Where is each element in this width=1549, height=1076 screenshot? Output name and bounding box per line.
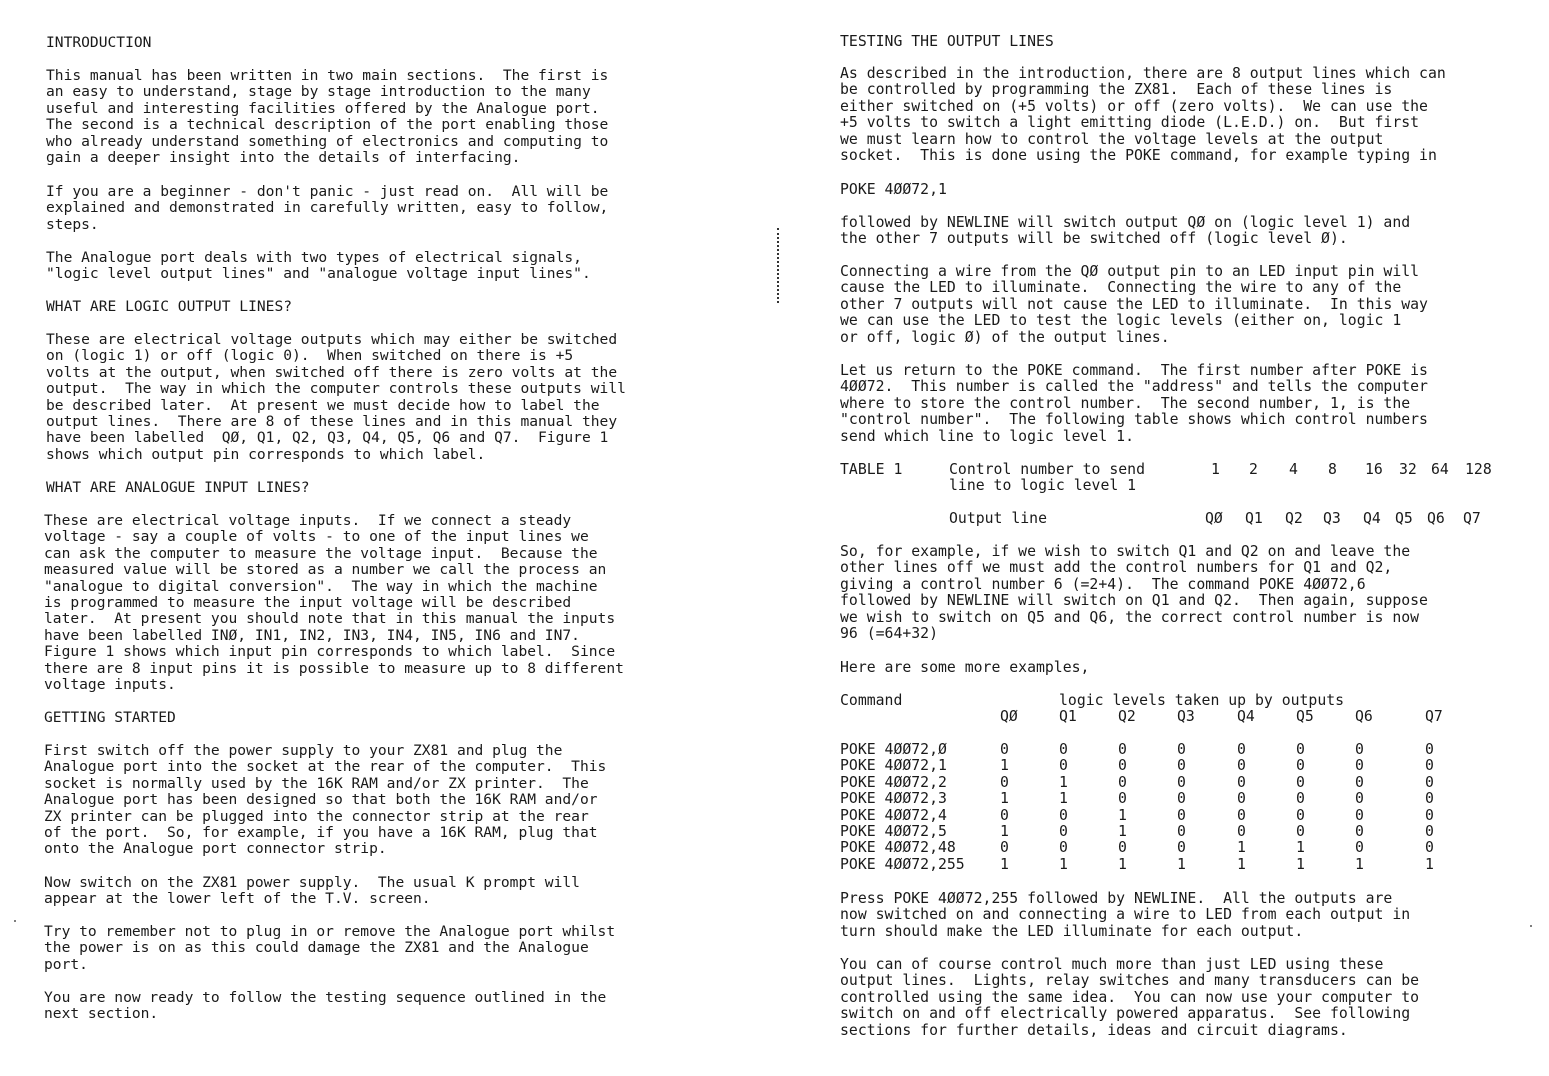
examples-row-level: 1	[1355, 855, 1364, 873]
text-line: later. At present you should note that in this manual the inputs	[44, 610, 616, 628]
examples-row-level: 0	[1296, 823, 1305, 840]
table-1-output-line: Q5	[1395, 510, 1413, 527]
text-line: These are electrical voltage inputs. If we connect a steady	[44, 512, 572, 529]
examples-row-command: POKE 4ØØ72,255	[840, 855, 965, 873]
text-line: next section.	[44, 1005, 159, 1023]
table-1-control-number: 1	[1211, 461, 1220, 478]
text-line: Let us return to the POKE command. The first number after POKE is	[840, 362, 1428, 379]
examples-row-command: POKE 4ØØ72,2	[840, 773, 947, 791]
table-1-control-label: Control number to send	[949, 461, 1145, 478]
examples-row-level: 1	[1059, 790, 1068, 808]
text-line: As described in the introduction, there are 8 output lines which can	[840, 65, 1446, 82]
examples-row-level: 0	[1425, 741, 1434, 758]
text-line: be described later. At present we must decide how to label the	[46, 396, 600, 414]
examples-column-header: Q2	[1118, 708, 1136, 725]
text-line: we must learn how to control the voltage levels at the output	[840, 130, 1384, 148]
text-line: 96 (=64+32)	[840, 625, 938, 642]
poke-example-line: POKE 4ØØ72,1	[840, 181, 947, 198]
text-line: useful and interesting facilities offered by the Analogue port.	[46, 99, 600, 117]
examples-row-level: 1	[1000, 790, 1009, 808]
text-line: is programmed to measure the input voltage will be described	[44, 594, 572, 611]
examples-row-level: 0	[1355, 773, 1364, 791]
examples-row-level: 1	[1000, 823, 1009, 840]
examples-row-level: 1	[1296, 855, 1305, 873]
examples-row-level: 0	[1177, 757, 1186, 775]
examples-row-level: 0	[1000, 806, 1009, 824]
table-1-control-number: 8	[1328, 461, 1337, 478]
table-1-control-number: 64	[1431, 461, 1449, 478]
examples-row-command: POKE 4ØØ72,Ø	[840, 741, 947, 758]
text-line: voltage - say a couple of volts - to one of the input lines we	[44, 528, 589, 546]
text-line: This manual has been written in two main sections. The first is	[46, 67, 609, 84]
examples-row-level: 1	[1000, 855, 1009, 873]
examples-row-command: POKE 4ØØ72,1	[840, 757, 947, 775]
examples-column-header: Q4	[1237, 708, 1255, 725]
text-line: explained and demonstrated in carefully written, easy to follow,	[46, 199, 609, 217]
examples-column-header: Q3	[1177, 708, 1195, 725]
text-line: Try to remember not to plug in or remove the Analogue port whilst	[44, 923, 616, 940]
table-1-output-line: Q6	[1427, 510, 1445, 527]
text-line: have been labelled QØ, Q1, Q2, Q3, Q4, Q5, Q6 and Q7. Figure 1	[46, 429, 609, 447]
left-page	[0, 0, 770, 1076]
examples-column-header: QØ	[1000, 708, 1018, 725]
text-line: You are now ready to follow the testing sequence outlined in the	[44, 989, 607, 1006]
examples-row-level: 0	[1000, 741, 1009, 758]
text-line: or off, logic Ø) of the output lines.	[840, 328, 1170, 346]
examples-row-level: 0	[1237, 741, 1246, 758]
scan-speck	[14, 920, 16, 922]
examples-row-level: 0	[1177, 773, 1186, 791]
intro-heading: INTRODUCTION	[46, 34, 152, 51]
text-line: on (logic 1) or off (logic 0). When switched on there is +5	[46, 347, 574, 365]
examples-row-level: 0	[1177, 823, 1186, 840]
text-line: "control number". The following table shows which control numbers	[840, 411, 1428, 429]
table-1-control-number: 4	[1289, 461, 1298, 478]
text-line: Figure 1 shows which input pin corresponds to which label. Since	[44, 643, 616, 661]
examples-row-level: 0	[1118, 757, 1127, 775]
examples-column-header: Q5	[1296, 708, 1314, 725]
table-1-control-number: 32	[1399, 461, 1417, 478]
text-line: where to store the control number. The second number, 1, is the	[840, 394, 1411, 412]
examples-row-level: 0	[1000, 773, 1009, 791]
examples-levels-header: logic levels taken up by outputs	[1059, 692, 1345, 709]
examples-row-level: 0	[1355, 790, 1364, 808]
text-line: output. The way in which the computer controls these outputs will	[46, 380, 626, 398]
examples-row-level: 0	[1296, 806, 1305, 824]
text-line: Press POKE 4ØØ72,255 followed by NEWLINE. All the outputs are	[840, 890, 1393, 907]
table-1-output-line: Q4	[1363, 510, 1381, 527]
examples-row-level: 0	[1355, 757, 1364, 775]
examples-row-level: 0	[1177, 806, 1186, 824]
examples-row-level: 1	[1296, 839, 1305, 857]
examples-row-level: 0	[1296, 773, 1305, 791]
text-line: other 7 outputs will not cause the LED to illuminate. In this way	[840, 295, 1428, 313]
examples-row-level: 0	[1118, 773, 1127, 791]
text-line: port.	[44, 955, 88, 973]
examples-intro: Here are some more examples,	[840, 659, 1090, 676]
examples-row-level: 1	[1118, 806, 1127, 824]
examples-row-level: 0	[1296, 757, 1305, 775]
examples-row-level: 0	[1237, 773, 1246, 791]
text-line: If you are a beginner - don't panic - just read on. All will be	[46, 183, 609, 200]
table-1-output-label: Output line	[949, 510, 1047, 527]
text-line: These are electrical voltage outputs which may either be switched	[46, 331, 618, 348]
analogue-input-heading: WHAT ARE ANALOGUE INPUT LINES?	[46, 479, 310, 496]
examples-row-level: 0	[1425, 773, 1434, 791]
text-line: appear at the lower left of the T.V. screen.	[44, 890, 431, 908]
text-line: turn should make the LED illuminate for each output.	[840, 922, 1304, 940]
text-line: volts at the output, when switched off there is zero volts at the	[46, 363, 618, 381]
examples-row-level: 0	[1118, 839, 1127, 857]
text-line: gain a deeper insight into the details of interfacing.	[46, 149, 521, 166]
examples-row-level: 0	[1296, 790, 1305, 808]
text-line: socket is normally used by the 16K RAM and/or ZX printer. The	[44, 774, 589, 792]
examples-row-level: 1	[1237, 855, 1246, 873]
examples-row-level: 1	[1059, 773, 1068, 791]
text-line: an easy to understand, stage by stage introduction to the many	[46, 83, 591, 101]
examples-row-level: 0	[1355, 839, 1364, 857]
examples-row-command: POKE 4ØØ72,4	[840, 806, 947, 824]
table-1-control-number: 16	[1365, 461, 1383, 478]
text-line: steps.	[46, 215, 99, 233]
text-line: measured value will be stored as a number we call the process an	[44, 561, 607, 579]
examples-row-level: 0	[1355, 806, 1364, 824]
text-line: output lines. There are 8 of these lines and in this manual they	[46, 413, 618, 430]
table-1-output-line: Q2	[1285, 510, 1303, 527]
text-line: the power is on as this could damage the ZX81 and the Analogue	[44, 939, 589, 957]
text-line: So, for example, if we wish to switch Q1 and Q2 on and leave the	[840, 543, 1411, 560]
examples-row-level: 0	[1237, 823, 1246, 840]
examples-row-level: 0	[1177, 839, 1186, 857]
examples-row-command: POKE 4ØØ72,48	[840, 839, 956, 857]
text-line: "logic level output lines" and "analogue voltage input lines".	[46, 265, 591, 283]
text-line: Now switch on the ZX81 power supply. The usual K prompt will	[44, 874, 580, 891]
table-1-label: TABLE 1	[840, 461, 903, 478]
text-line: cause the LED to illuminate. Connecting the wire to any of the	[840, 279, 1402, 297]
text-line: sections for further details, ideas and circuit diagrams.	[840, 1021, 1348, 1039]
text-line: ZX printer can be plugged into the connector strip at the rear	[44, 807, 589, 825]
examples-row-level: 0	[1355, 741, 1364, 758]
examples-row-command: POKE 4ØØ72,5	[840, 823, 947, 840]
table-1-control-label-2: line to logic level 1	[949, 477, 1137, 494]
examples-row-level: 0	[1425, 839, 1434, 857]
examples-row-level: 0	[1425, 823, 1434, 840]
examples-row-level: 0	[1059, 806, 1068, 824]
text-line: 4ØØ72. This number is called the "address" and tells the computer	[840, 378, 1428, 396]
text-line: shows which output pin corresponds to which label.	[46, 445, 486, 463]
text-line: switch on and off electrically powered apparatus. See following	[840, 1005, 1411, 1023]
text-line: either switched on (+5 volts) or off (zero volts). We can use the	[840, 97, 1428, 115]
getting-started-heading: GETTING STARTED	[44, 709, 176, 726]
text-line: Analogue port has been designed so that both the 16K RAM and/or	[44, 791, 598, 809]
text-line: followed by NEWLINE will switch on Q1 and Q2. Then again, suppose	[840, 592, 1428, 610]
text-line: First switch off the power supply to your ZX81 and plug the	[44, 742, 563, 759]
text-line: Analogue port into the socket at the rear of the computer. This	[44, 758, 607, 776]
text-line: onto the Analogue port connector strip.	[44, 840, 387, 858]
examples-row-level: 1	[1118, 823, 1127, 840]
text-line: can ask the computer to measure the voltage input. Because the	[44, 544, 598, 562]
text-line: "analogue to digital conversion". The way in which the machine	[44, 577, 598, 595]
examples-command-header: Command	[840, 692, 903, 709]
examples-row-level: 1	[1000, 757, 1009, 775]
text-line: who already understand something of electronics and computing to	[46, 132, 609, 150]
text-line: we can use the LED to test the logic levels (either on, logic 1	[840, 312, 1402, 330]
table-1-output-line: Q7	[1463, 510, 1481, 527]
examples-row-level: 0	[1425, 790, 1434, 808]
examples-row-level: 0	[1000, 839, 1009, 857]
text-line: Connecting a wire from the QØ output pin to an LED input pin will	[840, 263, 1420, 280]
text-line: +5 volts to switch a light emitting diode (L.E.D.) on. But first	[840, 114, 1420, 132]
text-line: followed by NEWLINE will switch output QØ on (logic level 1) and	[840, 214, 1411, 231]
examples-row-level: 1	[1059, 855, 1068, 873]
text-line: there are 8 input pins it is possible to measure up to 8 different	[44, 659, 624, 677]
text-line: voltage inputs.	[44, 676, 176, 693]
text-line: controlled using the same idea. You can now use your computer to	[840, 988, 1420, 1006]
examples-row-level: 0	[1059, 839, 1068, 857]
text-line: send which line to logic level 1.	[840, 427, 1134, 445]
table-1-output-line: Q3	[1323, 510, 1341, 527]
examples-row-level: 0	[1059, 823, 1068, 840]
examples-row-level: 0	[1118, 741, 1127, 758]
examples-column-header: Q6	[1355, 708, 1373, 725]
examples-row-level: 0	[1237, 806, 1246, 824]
examples-column-header: Q7	[1425, 708, 1443, 725]
text-line: You can of course control much more than just LED using these	[840, 956, 1384, 973]
examples-row-level: 0	[1425, 806, 1434, 824]
examples-row-level: 0	[1118, 790, 1127, 808]
text-line: The Analogue port deals with two types of electrical signals,	[46, 249, 582, 266]
table-1-output-line: QØ	[1205, 510, 1223, 527]
examples-row-level: 0	[1237, 790, 1246, 808]
text-line: have been labelled INØ, IN1, IN2, IN3, IN4, IN5, IN6 and IN7.	[44, 626, 580, 644]
examples-row-level: 0	[1425, 757, 1434, 775]
examples-row-level: 1	[1177, 855, 1186, 873]
text-line: socket. This is done using the POKE command, for example typing in	[840, 147, 1437, 164]
examples-row-level: 1	[1425, 855, 1434, 873]
examples-row-level: 1	[1118, 855, 1127, 873]
examples-row-level: 0	[1237, 757, 1246, 775]
examples-row-level: 0	[1296, 741, 1305, 758]
text-line: we wish to switch on Q5 and Q6, the correct control number is now	[840, 608, 1420, 626]
text-line: output lines. Lights, relay switches and many transducers can be	[840, 972, 1420, 990]
text-line: The second is a technical description of the port enabling those	[46, 116, 609, 134]
text-line: of the port. So, for example, if you have a 16K RAM, plug that	[44, 824, 598, 841]
text-line: now switched on and connecting a wire to LED from each output in	[840, 906, 1411, 924]
text-line: the other 7 outputs will be switched off (logic level Ø).	[840, 230, 1348, 248]
text-line: be controlled by programming the ZX81. Each of these lines is	[840, 81, 1393, 99]
examples-row-level: 0	[1059, 757, 1068, 775]
examples-row-level: 0	[1355, 823, 1364, 840]
logic-output-heading: WHAT ARE LOGIC OUTPUT LINES?	[46, 298, 293, 315]
testing-output-heading: TESTING THE OUTPUT LINES	[840, 33, 1054, 50]
examples-row-level: 0	[1177, 741, 1186, 758]
table-1-output-line: Q1	[1245, 510, 1263, 527]
text-line: other lines off we must add the control numbers for Q1 and Q2,	[840, 559, 1393, 577]
examples-row-level: 0	[1059, 741, 1068, 758]
right-page	[775, 0, 1549, 1076]
examples-column-header: Q1	[1059, 708, 1077, 725]
examples-row-command: POKE 4ØØ72,3	[840, 790, 947, 808]
text-line: giving a control number 6 (=2+4). The command POKE 4ØØ72,6	[840, 575, 1366, 593]
examples-row-level: 1	[1237, 839, 1246, 857]
table-1-control-number: 2	[1249, 461, 1258, 478]
examples-row-level: 0	[1177, 790, 1186, 808]
table-1-control-number: 128	[1465, 461, 1492, 478]
